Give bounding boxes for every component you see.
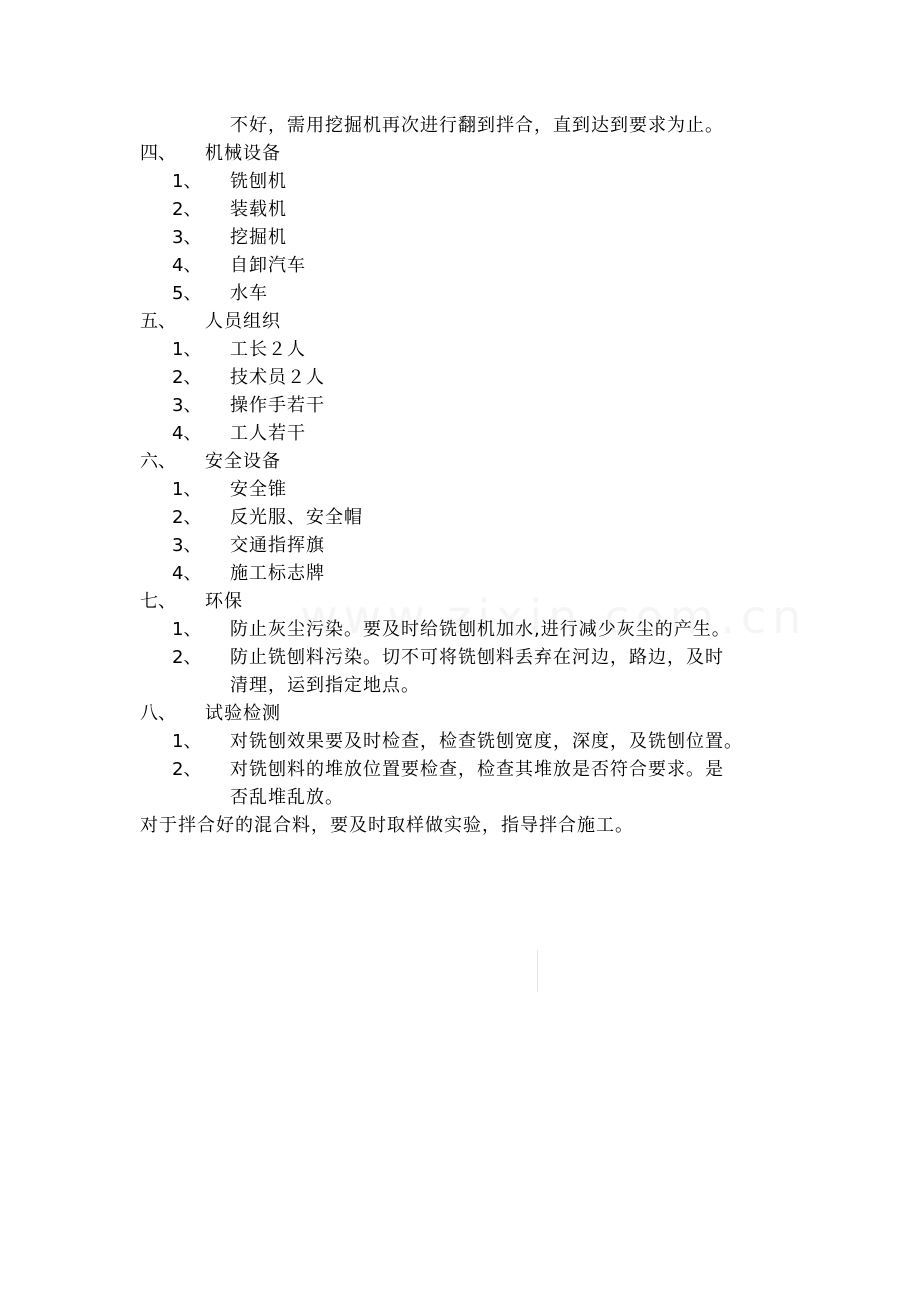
list-item-number: 1、 bbox=[172, 339, 202, 360]
list-item-number: 1、 bbox=[172, 619, 202, 640]
continuation-text: 不好，需用挖掘机再次进行翻到拌合，直到达到要求为止。 bbox=[230, 115, 724, 136]
list-item-text: 交通指挥旗 bbox=[230, 535, 325, 556]
page-mark bbox=[537, 950, 538, 992]
list-item-text: 工人若干 bbox=[230, 423, 306, 444]
closing-text: 对于拌合好的混合料，要及时取样做实验，指导拌合施工。 bbox=[140, 815, 634, 836]
list-item-number: 5、 bbox=[172, 283, 202, 304]
list-item-number: 1、 bbox=[172, 171, 202, 192]
section-title: 人员组织 bbox=[205, 311, 281, 332]
list-item-number: 3、 bbox=[172, 395, 202, 416]
list-item-text: 否乱堆乱放。 bbox=[230, 787, 344, 808]
list-item-text: 清理，运到指定地点。 bbox=[230, 675, 420, 696]
list-item-number: 2、 bbox=[172, 759, 202, 780]
section-number: 六、 bbox=[140, 451, 176, 472]
list-item-text: 防止灰尘污染。要及时给铣刨机加水,进行减少灰尘的产生。 bbox=[230, 619, 731, 640]
section-title: 试验检测 bbox=[205, 703, 281, 724]
section-number: 四、 bbox=[140, 143, 176, 164]
list-item-number: 3、 bbox=[172, 535, 202, 556]
list-item-text: 对铣刨料的堆放位置要检查，检查其堆放是否符合要求。是 bbox=[230, 759, 724, 780]
section-number: 八、 bbox=[140, 703, 176, 724]
list-item-text: 反光服、安全帽 bbox=[230, 507, 363, 528]
list-item-text: 自卸汽车 bbox=[230, 255, 306, 276]
list-item-text: 水车 bbox=[230, 283, 268, 304]
list-item-number: 4、 bbox=[172, 423, 202, 444]
list-item-text: 技术员２人 bbox=[230, 367, 325, 388]
list-item-text: 装载机 bbox=[230, 199, 287, 220]
list-item-number: 2、 bbox=[172, 507, 202, 528]
list-item-number: 2、 bbox=[172, 367, 202, 388]
list-item-text: 安全锥 bbox=[230, 479, 287, 500]
list-item-number: 3、 bbox=[172, 227, 202, 248]
section-number: 七、 bbox=[140, 591, 176, 612]
section-number: 五、 bbox=[140, 311, 176, 332]
list-item-text: 对铣刨效果要及时检查，检查铣刨宽度，深度，及铣刨位置。 bbox=[230, 731, 743, 752]
list-item-number: 1、 bbox=[172, 731, 202, 752]
list-item-text: 工长２人 bbox=[230, 339, 306, 360]
list-item-number: 1、 bbox=[172, 479, 202, 500]
list-item-number: 4、 bbox=[172, 255, 202, 276]
section-title: 环保 bbox=[205, 591, 243, 612]
list-item-text: 挖掘机 bbox=[230, 227, 287, 248]
list-item-text: 施工标志牌 bbox=[230, 563, 325, 584]
section-title: 机械设备 bbox=[205, 143, 281, 164]
list-item-text: 铣刨机 bbox=[230, 171, 287, 192]
list-item-number: 2、 bbox=[172, 199, 202, 220]
section-title: 安全设备 bbox=[205, 451, 281, 472]
list-item-text: 防止铣刨料污染。切不可将铣刨料丢弃在河边，路边，及时 bbox=[230, 647, 724, 668]
list-item-number: 4、 bbox=[172, 563, 202, 584]
list-item-number: 2、 bbox=[172, 647, 202, 668]
list-item-text: 操作手若干 bbox=[230, 395, 325, 416]
